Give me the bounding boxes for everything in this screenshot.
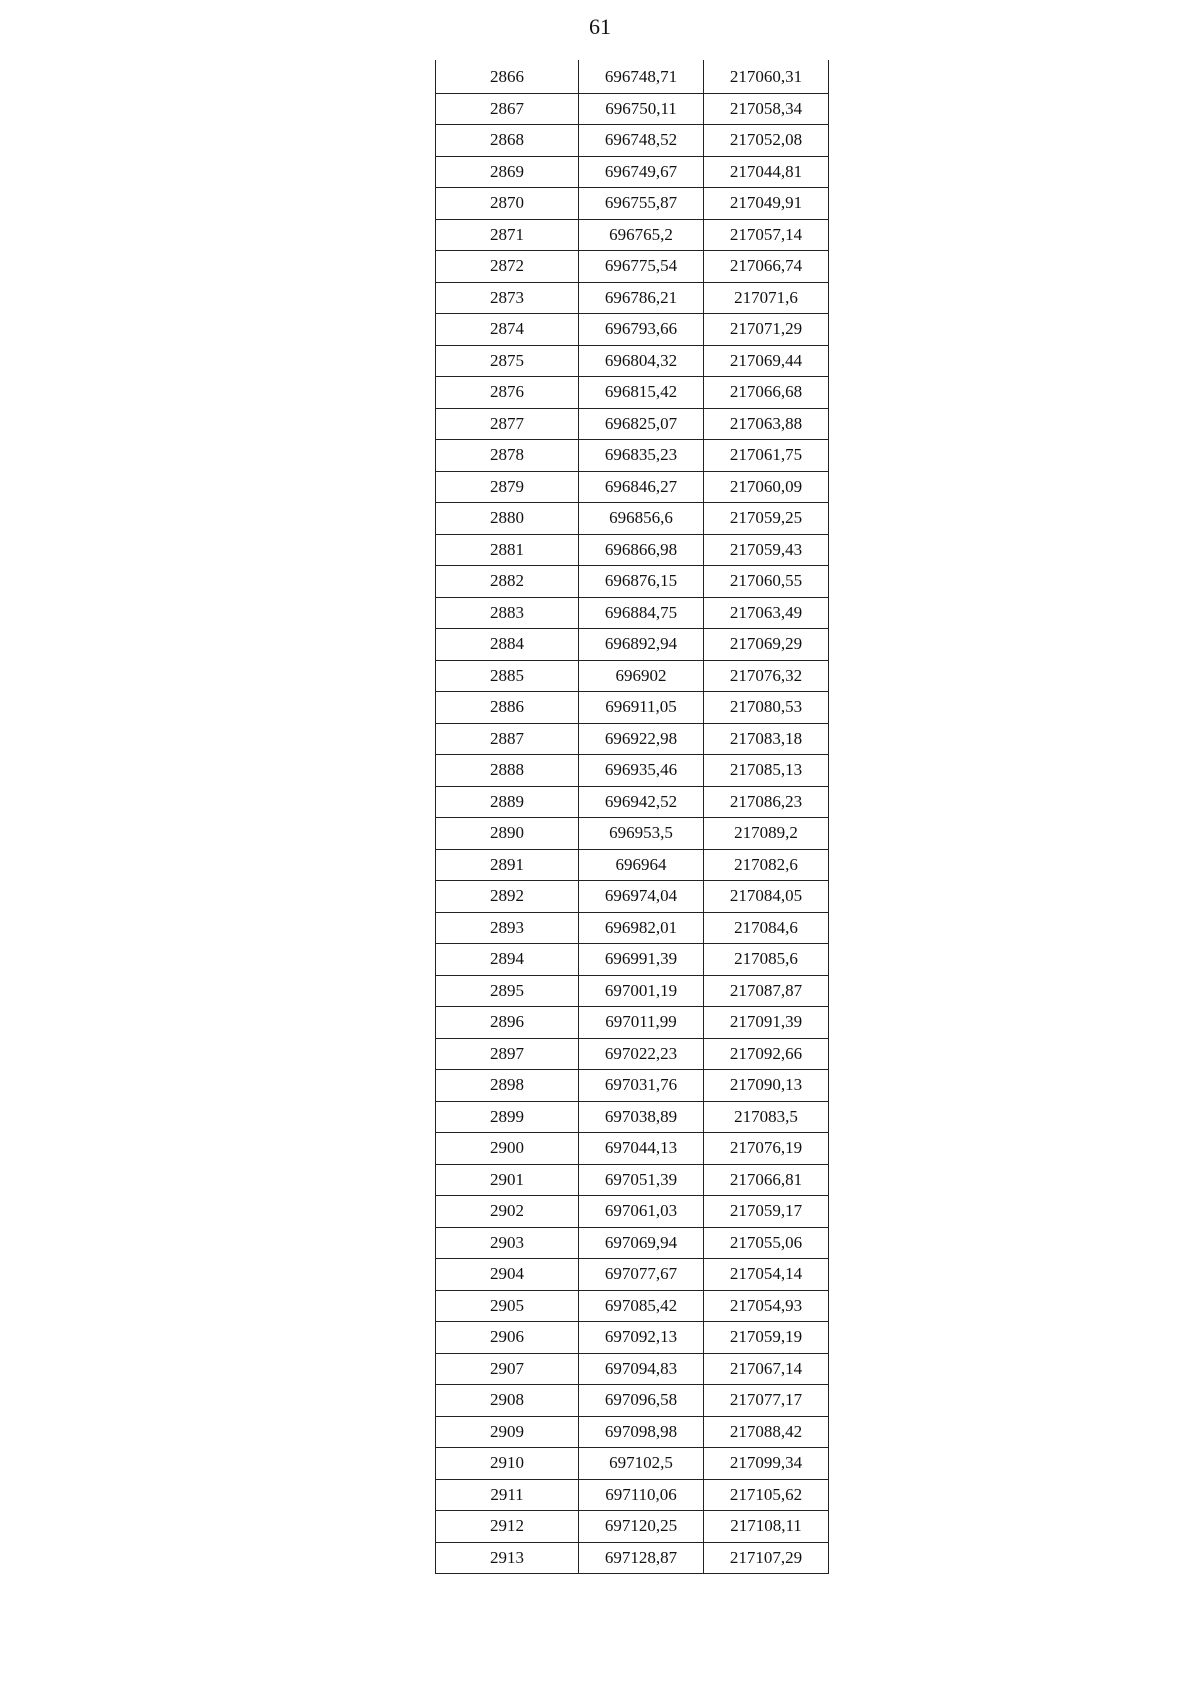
table-row [436, 944, 829, 976]
table-row [436, 314, 829, 346]
y-coordinate-cell: 217099,34 [704, 1448, 829, 1480]
y-coordinate-cell: 217060,09 [704, 471, 829, 503]
x-coordinate-cell: 697011,99 [579, 1007, 704, 1039]
y-coordinate-cell: 217085,6 [704, 944, 829, 976]
y-coordinate-cell: 217105,62 [704, 1479, 829, 1511]
table-row [436, 156, 829, 188]
x-coordinate-cell: 697051,39 [579, 1164, 704, 1196]
y-coordinate-cell: 217071,29 [704, 314, 829, 346]
point-number-cell: 2894 [436, 944, 579, 976]
x-coordinate-cell: 696892,94 [579, 629, 704, 661]
y-coordinate-cell: 217084,05 [704, 881, 829, 913]
y-coordinate-cell: 217057,14 [704, 219, 829, 251]
table-row [436, 1133, 829, 1165]
table-row [436, 1101, 829, 1133]
table-row [436, 692, 829, 724]
x-coordinate-cell: 697044,13 [579, 1133, 704, 1165]
point-number-cell: 2876 [436, 377, 579, 409]
point-number-cell: 2898 [436, 1070, 579, 1102]
coordinate-table-body [436, 60, 829, 1574]
y-coordinate-cell: 217088,42 [704, 1416, 829, 1448]
x-coordinate-cell: 696835,23 [579, 440, 704, 472]
x-coordinate-cell: 697022,23 [579, 1038, 704, 1070]
x-coordinate-cell: 696982,01 [579, 912, 704, 944]
y-coordinate-cell: 217077,17 [704, 1385, 829, 1417]
x-coordinate-cell: 696974,04 [579, 881, 704, 913]
point-number-cell: 2895 [436, 975, 579, 1007]
x-coordinate-cell: 696846,27 [579, 471, 704, 503]
y-coordinate-cell: 217063,49 [704, 597, 829, 629]
y-coordinate-cell: 217060,55 [704, 566, 829, 598]
table-row [436, 818, 829, 850]
x-coordinate-cell: 697110,06 [579, 1479, 704, 1511]
y-coordinate-cell: 217067,14 [704, 1353, 829, 1385]
x-coordinate-cell: 696922,98 [579, 723, 704, 755]
table-row [436, 60, 829, 93]
x-coordinate-cell: 697031,76 [579, 1070, 704, 1102]
y-coordinate-cell: 217059,17 [704, 1196, 829, 1228]
table-row [436, 881, 829, 913]
table-row [436, 1227, 829, 1259]
y-coordinate-cell: 217087,87 [704, 975, 829, 1007]
point-number-cell: 2902 [436, 1196, 579, 1228]
point-number-cell: 2875 [436, 345, 579, 377]
point-number-cell: 2903 [436, 1227, 579, 1259]
table-row [436, 219, 829, 251]
point-number-cell: 2891 [436, 849, 579, 881]
x-coordinate-cell: 697120,25 [579, 1511, 704, 1543]
y-coordinate-cell: 217069,44 [704, 345, 829, 377]
point-number-cell: 2901 [436, 1164, 579, 1196]
point-number-cell: 2907 [436, 1353, 579, 1385]
x-coordinate-cell: 697128,87 [579, 1542, 704, 1574]
point-number-cell: 2874 [436, 314, 579, 346]
x-coordinate-cell: 696755,87 [579, 188, 704, 220]
y-coordinate-cell: 217058,34 [704, 93, 829, 125]
x-coordinate-cell: 697077,67 [579, 1259, 704, 1291]
table-row [436, 1479, 829, 1511]
x-coordinate-cell: 696804,32 [579, 345, 704, 377]
x-coordinate-cell: 697096,58 [579, 1385, 704, 1417]
y-coordinate-cell: 217089,2 [704, 818, 829, 850]
x-coordinate-cell: 697061,03 [579, 1196, 704, 1228]
x-coordinate-cell: 696815,42 [579, 377, 704, 409]
x-coordinate-cell: 696825,07 [579, 408, 704, 440]
x-coordinate-cell: 696942,52 [579, 786, 704, 818]
table-row [436, 1353, 829, 1385]
x-coordinate-cell: 696953,5 [579, 818, 704, 850]
x-coordinate-cell: 697094,83 [579, 1353, 704, 1385]
point-number-cell: 2867 [436, 93, 579, 125]
y-coordinate-cell: 217044,81 [704, 156, 829, 188]
y-coordinate-cell: 217055,06 [704, 1227, 829, 1259]
table-row [436, 1259, 829, 1291]
point-number-cell: 2890 [436, 818, 579, 850]
table-row [436, 188, 829, 220]
table-row [436, 975, 829, 1007]
table-row [436, 125, 829, 157]
table-row [436, 1448, 829, 1480]
y-coordinate-cell: 217059,43 [704, 534, 829, 566]
point-number-cell: 2888 [436, 755, 579, 787]
point-number-cell: 2870 [436, 188, 579, 220]
point-number-cell: 2866 [436, 60, 579, 93]
y-coordinate-cell: 217090,13 [704, 1070, 829, 1102]
table-row [436, 1542, 829, 1574]
point-number-cell: 2896 [436, 1007, 579, 1039]
point-number-cell: 2889 [436, 786, 579, 818]
point-number-cell: 2906 [436, 1322, 579, 1354]
y-coordinate-cell: 217076,32 [704, 660, 829, 692]
table-row [436, 377, 829, 409]
table-row [436, 1385, 829, 1417]
x-coordinate-cell: 697038,89 [579, 1101, 704, 1133]
y-coordinate-cell: 217092,66 [704, 1038, 829, 1070]
x-coordinate-cell: 696964 [579, 849, 704, 881]
point-number-cell: 2882 [436, 566, 579, 598]
x-coordinate-cell: 696935,46 [579, 755, 704, 787]
x-coordinate-cell: 696876,15 [579, 566, 704, 598]
table-row [436, 503, 829, 535]
y-coordinate-cell: 217080,53 [704, 692, 829, 724]
table-row [436, 755, 829, 787]
point-number-cell: 2905 [436, 1290, 579, 1322]
point-number-cell: 2912 [436, 1511, 579, 1543]
x-coordinate-cell: 696911,05 [579, 692, 704, 724]
point-number-cell: 2904 [436, 1259, 579, 1291]
point-number-cell: 2908 [436, 1385, 579, 1417]
x-coordinate-cell: 696902 [579, 660, 704, 692]
table-row [436, 345, 829, 377]
point-number-cell: 2887 [436, 723, 579, 755]
table-row [436, 912, 829, 944]
y-coordinate-cell: 217066,74 [704, 251, 829, 283]
y-coordinate-cell: 217054,93 [704, 1290, 829, 1322]
table-row [436, 1070, 829, 1102]
x-coordinate-cell: 696856,6 [579, 503, 704, 535]
y-coordinate-cell: 217059,19 [704, 1322, 829, 1354]
table-row [436, 1038, 829, 1070]
x-coordinate-cell: 696748,71 [579, 60, 704, 93]
point-number-cell: 2881 [436, 534, 579, 566]
y-coordinate-cell: 217085,13 [704, 755, 829, 787]
table-row [436, 849, 829, 881]
y-coordinate-cell: 217076,19 [704, 1133, 829, 1165]
point-number-cell: 2871 [436, 219, 579, 251]
x-coordinate-cell: 697102,5 [579, 1448, 704, 1480]
y-coordinate-cell: 217107,29 [704, 1542, 829, 1574]
point-number-cell: 2892 [436, 881, 579, 913]
point-number-cell: 2910 [436, 1448, 579, 1480]
point-number-cell: 2884 [436, 629, 579, 661]
x-coordinate-cell: 697092,13 [579, 1322, 704, 1354]
point-number-cell: 2911 [436, 1479, 579, 1511]
y-coordinate-cell: 217083,18 [704, 723, 829, 755]
table-row [436, 629, 829, 661]
point-number-cell: 2886 [436, 692, 579, 724]
y-coordinate-cell: 217059,25 [704, 503, 829, 535]
point-number-cell: 2879 [436, 471, 579, 503]
y-coordinate-cell: 217091,39 [704, 1007, 829, 1039]
point-number-cell: 2893 [436, 912, 579, 944]
x-coordinate-cell: 697001,19 [579, 975, 704, 1007]
y-coordinate-cell: 217108,11 [704, 1511, 829, 1543]
table-row [436, 251, 829, 283]
y-coordinate-cell: 217060,31 [704, 60, 829, 93]
x-coordinate-cell: 696748,52 [579, 125, 704, 157]
table-row [436, 786, 829, 818]
x-coordinate-cell: 696786,21 [579, 282, 704, 314]
point-number-cell: 2900 [436, 1133, 579, 1165]
point-number-cell: 2913 [436, 1542, 579, 1574]
table-row [436, 1196, 829, 1228]
y-coordinate-cell: 217052,08 [704, 125, 829, 157]
table-row [436, 566, 829, 598]
x-coordinate-cell: 696793,66 [579, 314, 704, 346]
y-coordinate-cell: 217084,6 [704, 912, 829, 944]
point-number-cell: 2878 [436, 440, 579, 472]
y-coordinate-cell: 217061,75 [704, 440, 829, 472]
table-row [436, 1416, 829, 1448]
x-coordinate-cell: 696884,75 [579, 597, 704, 629]
point-number-cell: 2868 [436, 125, 579, 157]
table-row [436, 1511, 829, 1543]
point-number-cell: 2869 [436, 156, 579, 188]
table-row [436, 1164, 829, 1196]
table-row [436, 660, 829, 692]
x-coordinate-cell: 696749,67 [579, 156, 704, 188]
table-row [436, 1290, 829, 1322]
point-number-cell: 2899 [436, 1101, 579, 1133]
table-row [436, 534, 829, 566]
y-coordinate-cell: 217086,23 [704, 786, 829, 818]
y-coordinate-cell: 217082,6 [704, 849, 829, 881]
x-coordinate-cell: 697085,42 [579, 1290, 704, 1322]
table-row [436, 282, 829, 314]
point-number-cell: 2897 [436, 1038, 579, 1070]
y-coordinate-cell: 217066,68 [704, 377, 829, 409]
table-row [436, 1322, 829, 1354]
y-coordinate-cell: 217049,91 [704, 188, 829, 220]
x-coordinate-cell: 696866,98 [579, 534, 704, 566]
point-number-cell: 2873 [436, 282, 579, 314]
point-number-cell: 2883 [436, 597, 579, 629]
point-number-cell: 2877 [436, 408, 579, 440]
y-coordinate-cell: 217069,29 [704, 629, 829, 661]
point-number-cell: 2909 [436, 1416, 579, 1448]
x-coordinate-cell: 697069,94 [579, 1227, 704, 1259]
table-row [436, 408, 829, 440]
point-number-cell: 2872 [436, 251, 579, 283]
point-number-cell: 2885 [436, 660, 579, 692]
page-number: 61 [589, 14, 611, 39]
table-row [436, 93, 829, 125]
x-coordinate-cell: 696750,11 [579, 93, 704, 125]
y-coordinate-cell: 217071,6 [704, 282, 829, 314]
x-coordinate-cell: 696991,39 [579, 944, 704, 976]
y-coordinate-cell: 217054,14 [704, 1259, 829, 1291]
table-row [436, 1007, 829, 1039]
y-coordinate-cell: 217066,81 [704, 1164, 829, 1196]
table-row [436, 471, 829, 503]
coordinate-table [435, 60, 829, 1574]
x-coordinate-cell: 696775,54 [579, 251, 704, 283]
table-row [436, 440, 829, 472]
x-coordinate-cell: 697098,98 [579, 1416, 704, 1448]
point-number-cell: 2880 [436, 503, 579, 535]
y-coordinate-cell: 217063,88 [704, 408, 829, 440]
x-coordinate-cell: 696765,2 [579, 219, 704, 251]
y-coordinate-cell: 217083,5 [704, 1101, 829, 1133]
table-row [436, 723, 829, 755]
table-row [436, 597, 829, 629]
